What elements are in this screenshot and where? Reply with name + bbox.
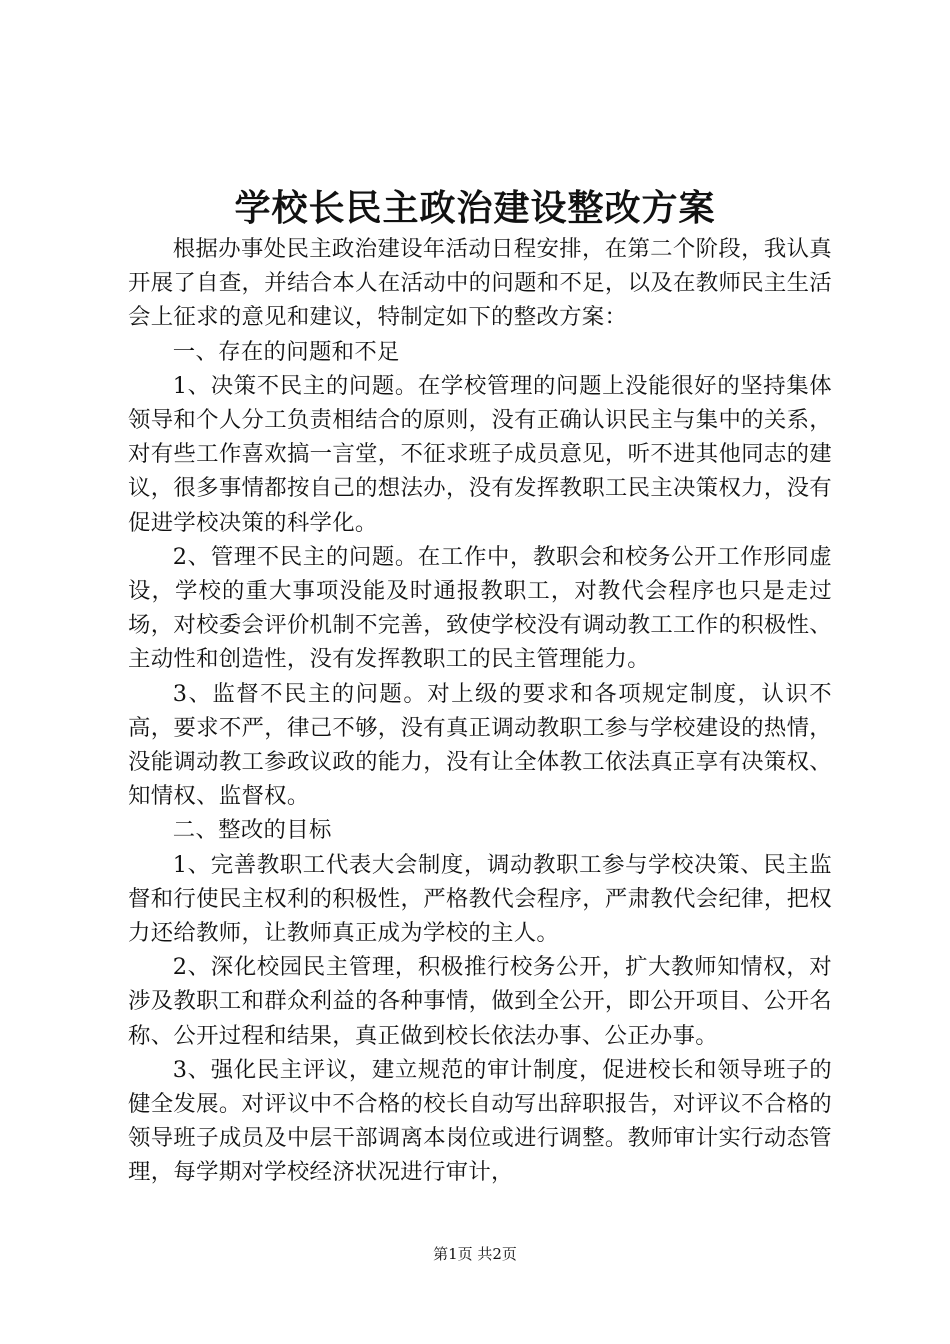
paragraph-goal-3: 3、强化民主评议，建立规范的审计制度，促进校长和领导班子的健全发展。对评议中不合格的校长自动写出辞职报告，对评议不合格的领导班子成员及中层干部调离本岗位或进行调整。教师审计实行动态管理，每学期对学校经济状况进行审计， [128,1056,832,1186]
paragraph-problem-3: 3、监督不民主的问题。对上级的要求和各项规定制度，认识不高，要求不严，律己不够，没有真正调动教职工参与学校建设的热情，没能调动教工参政议政的能力，没有让全体教工依法真正享有决策权、知情权、监督权。 [128,680,832,810]
paragraph-problem-1: 1、决策不民主的问题。在学校管理的问题上没能很好的坚持集体领导和个人分工负责相结合的原则，没有正确认识民主与集中的关系，对有些工作喜欢搞一言堂，不征求班子成员意见，听不进其他同志的建议，很多事情都按自己的想法办，没有发挥教职工民主决策权力，没有促进学校决策的科学化。 [128,372,832,536]
page-footer: 第1页 共2页 [433,1245,517,1263]
document-body [128,232,832,1190]
section-heading-problems: 一、存在的问题和不足 [172,338,400,365]
paragraph-goal-1: 1、完善教职工代表大会制度，调动教职工参与学校决策、民主监督和行使民主权利的积极性，严格教代会程序，严肃教代会纪律，把权力还给教师，让教师真正成为学校的主人。 [128,851,832,947]
document-title: 学校长民主政治建设整改方案 [234,187,716,229]
paragraph-intro: 根据办事处民主政治建设年活动日程安排，在第二个阶段，我认真开展了自查，并结合本人在活动中的问题和不足，以及在教师民主生活会上征求的意见和建议，特制定如下的整改方案： [128,236,832,331]
paragraph-goal-2: 2、深化校园民主管理，积极推行校务公开，扩大教师知情权，对涉及教职工和群众利益的各种事情，做到全公开，即公开项目、公开名称、公开过程和结果，真正做到校长依法办事、公正办事。 [128,954,832,1049]
section-heading-goals: 二、整改的目标 [172,817,332,844]
paragraph-problem-2: 2、管理不民主的问题。在工作中，教职会和校务公开工作形同虚设，学校的重大事项没能及时通报教职工，对教代会程序也只是走过场，对校委会评价机制不完善，致使学校没有调动教工工作的积极性、主动性和创造性，没有发挥教职工的民主管理能力。 [128,543,832,673]
